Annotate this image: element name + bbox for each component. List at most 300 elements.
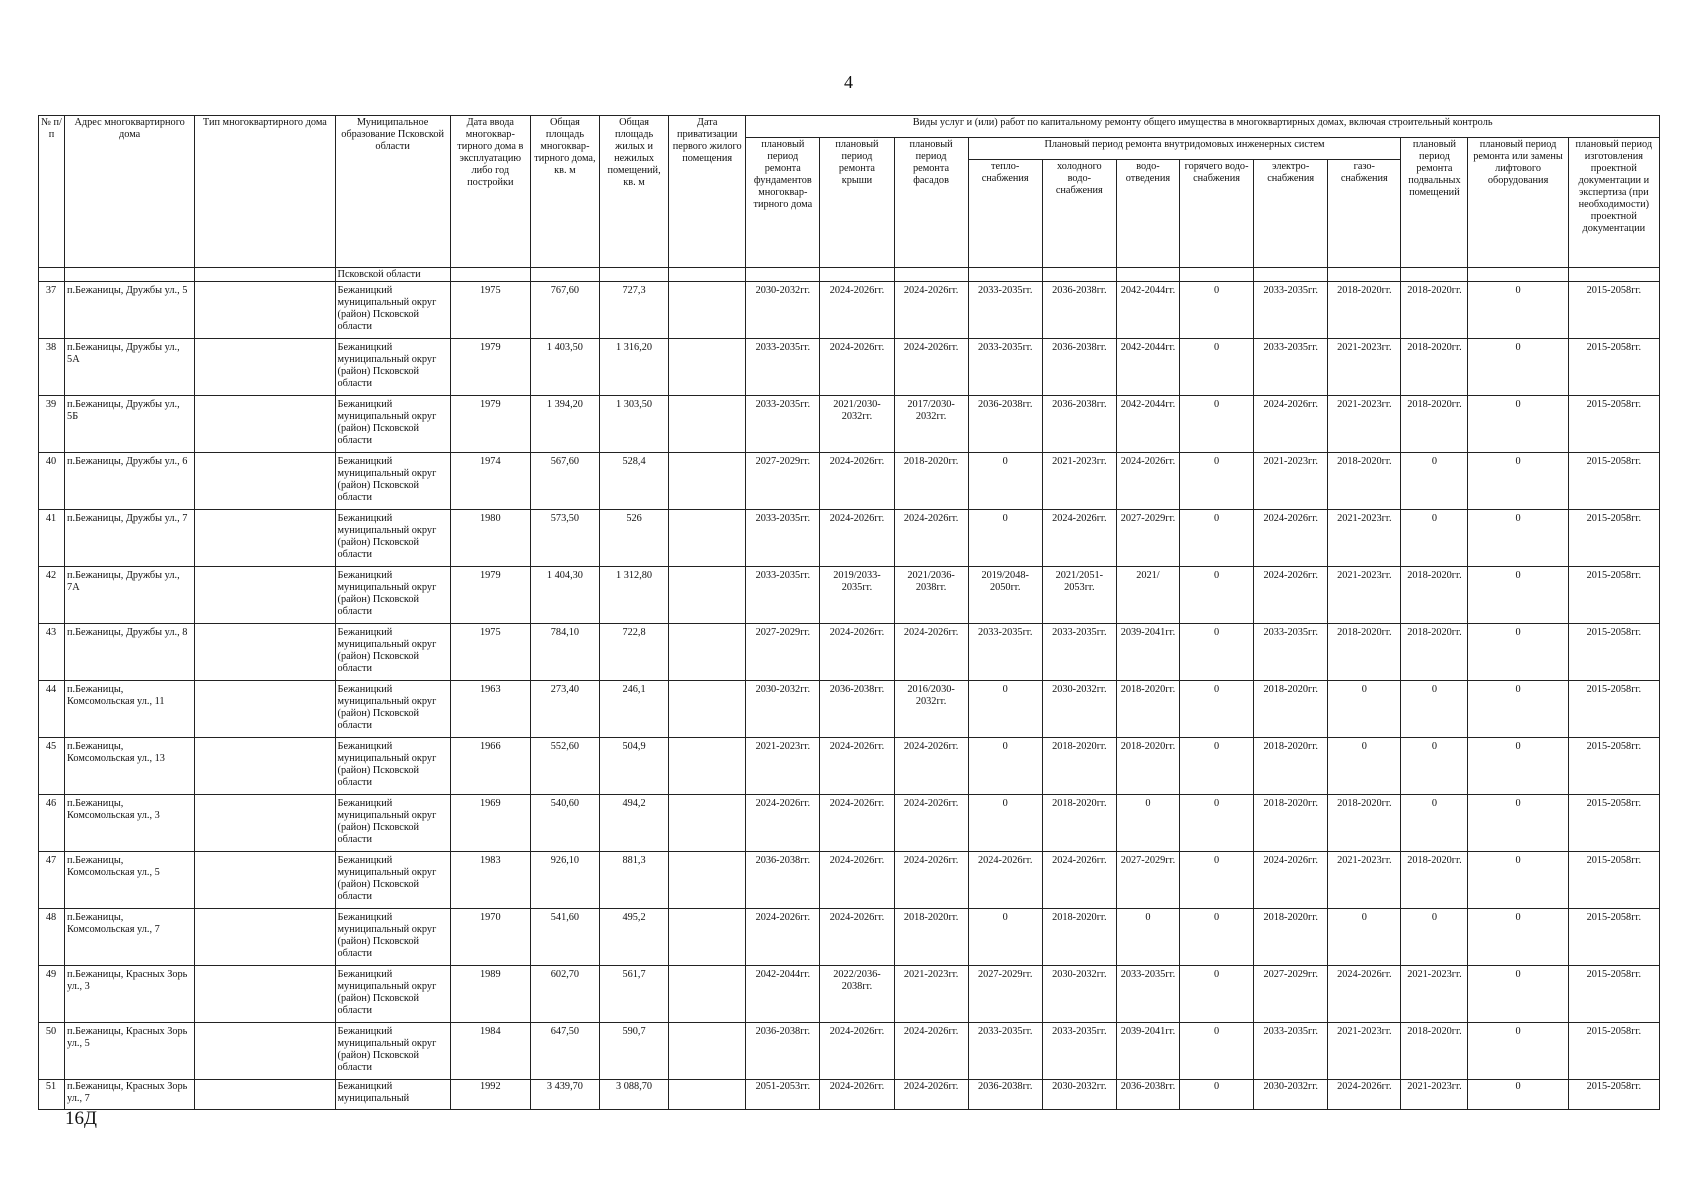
row-elevator: 0 bbox=[1468, 396, 1568, 453]
row-gas: 0 bbox=[1328, 738, 1401, 795]
row-cold-water: 2018-2020гг. bbox=[1042, 795, 1116, 852]
continuation-row bbox=[39, 268, 1660, 282]
row-cold-water: 2033-2035гг. bbox=[1042, 1023, 1116, 1080]
row-hot-water: 0 bbox=[1180, 681, 1254, 738]
row-municipality: Бежаницкий муниципальный округ (район) Псковской области bbox=[335, 1023, 450, 1080]
row-gas: 2021-2023гг. bbox=[1328, 567, 1401, 624]
row-elevator: 0 bbox=[1468, 624, 1568, 681]
row-municipality: Бежаницкий муниципальный округ (район) Псковской области bbox=[335, 738, 450, 795]
row-roof: 2024-2026гг. bbox=[820, 738, 894, 795]
row-total-area: 3 439,70 bbox=[530, 1080, 599, 1110]
row-type bbox=[195, 567, 335, 624]
row-municipality: Бежаницкий муниципальный округ (район) Псковской области bbox=[335, 909, 450, 966]
header-privatization: Дата приватизации первого жилого помещения bbox=[669, 116, 746, 268]
header-systems-group: Плановый период ремонта внутридомовых инженерных систем bbox=[968, 138, 1401, 160]
row-elevator: 0 bbox=[1468, 795, 1568, 852]
row-type bbox=[195, 966, 335, 1023]
table-row bbox=[39, 396, 1660, 453]
row-address: п.Бежаницы, Дружбы ул., 7 bbox=[65, 510, 195, 567]
header-elevator: плановый период ремонта или замены лифтового оборудования bbox=[1468, 138, 1568, 268]
row-facade: 2017/2030-2032гг. bbox=[894, 396, 968, 453]
row-municipality: Бежаницкий муниципальный округ (район) Псковской области bbox=[335, 567, 450, 624]
row-heat: 2033-2035гг. bbox=[968, 1023, 1042, 1080]
row-address: п.Бежаницы, Дружбы ул., 5 bbox=[65, 282, 195, 339]
row-type bbox=[195, 624, 335, 681]
row-facade: 2021/2036-2038гг. bbox=[894, 567, 968, 624]
row-total-area: 647,50 bbox=[530, 1023, 599, 1080]
row-total-area: 1 394,20 bbox=[530, 396, 599, 453]
row-basement: 2018-2020гг. bbox=[1401, 282, 1468, 339]
table-row bbox=[39, 1080, 1660, 1110]
row-sewer: 2021/ bbox=[1116, 567, 1179, 624]
row-sewer: 2033-2035гг. bbox=[1116, 966, 1179, 1023]
row-electric: 2024-2026гг. bbox=[1254, 852, 1328, 909]
row-cold-water: 2036-2038гг. bbox=[1042, 282, 1116, 339]
row-year: 1984 bbox=[450, 1023, 530, 1080]
header-total-area: Общая площадь многоквар-тирного дома, кв. м bbox=[530, 116, 599, 268]
row-year: 1979 bbox=[450, 396, 530, 453]
row-electric: 2018-2020гг. bbox=[1254, 909, 1328, 966]
table-row bbox=[39, 966, 1660, 1023]
row-heat: 2033-2035гг. bbox=[968, 282, 1042, 339]
row-cold-water: 2021-2023гг. bbox=[1042, 453, 1116, 510]
row-foundation: 2027-2029гг. bbox=[746, 624, 820, 681]
row-basement: 0 bbox=[1401, 738, 1468, 795]
row-type bbox=[195, 453, 335, 510]
header-address: Адрес многоквартирного дома bbox=[65, 116, 195, 268]
row-year: 1980 bbox=[450, 510, 530, 567]
row-address: п.Бежаницы, Красных Зорь ул., 3 bbox=[65, 966, 195, 1023]
row-cold-water: 2024-2026гг. bbox=[1042, 510, 1116, 567]
row-roof: 2024-2026гг. bbox=[820, 282, 894, 339]
row-design: 2015-2058гг. bbox=[1568, 795, 1659, 852]
page-number: 4 bbox=[844, 72, 853, 92]
row-elevator: 0 bbox=[1468, 567, 1568, 624]
table-row bbox=[39, 738, 1660, 795]
row-number: 46 bbox=[39, 795, 65, 852]
row-facade: 2024-2026гг. bbox=[894, 738, 968, 795]
row-privatization bbox=[669, 339, 746, 396]
header-living-area: Общая площадь жилых и нежилых помещений, кв. м bbox=[600, 116, 669, 268]
row-address: п.Бежаницы, Дружбы ул., 8 bbox=[65, 624, 195, 681]
row-electric: 2033-2035гг. bbox=[1254, 339, 1328, 396]
row-number: 48 bbox=[39, 909, 65, 966]
row-cold-water: 2030-2032гг. bbox=[1042, 1080, 1116, 1110]
row-privatization bbox=[669, 795, 746, 852]
header-municipality: Муниципальное образование Псковской области bbox=[335, 116, 450, 268]
row-roof: 2019/2033-2035гг. bbox=[820, 567, 894, 624]
row-basement: 2018-2020гг. bbox=[1401, 624, 1468, 681]
row-number: 37 bbox=[39, 282, 65, 339]
row-municipality: Бежаницкий муниципальный округ (район) Псковской области bbox=[335, 795, 450, 852]
row-facade: 2018-2020гг. bbox=[894, 453, 968, 510]
row-gas: 2021-2023гг. bbox=[1328, 1023, 1401, 1080]
row-total-area: 540,60 bbox=[530, 795, 599, 852]
row-type bbox=[195, 909, 335, 966]
row-living-area: 494,2 bbox=[600, 795, 669, 852]
row-foundation: 2033-2035гг. bbox=[746, 339, 820, 396]
row-number: 41 bbox=[39, 510, 65, 567]
row-living-area: 1 316,20 bbox=[600, 339, 669, 396]
row-gas: 2018-2020гг. bbox=[1328, 624, 1401, 681]
row-heat: 2019/2048-2050гг. bbox=[968, 567, 1042, 624]
row-type bbox=[195, 1023, 335, 1080]
row-design: 2015-2058гг. bbox=[1568, 1023, 1659, 1080]
row-facade: 2018-2020гг. bbox=[894, 909, 968, 966]
row-elevator: 0 bbox=[1468, 909, 1568, 966]
row-number: 43 bbox=[39, 624, 65, 681]
row-basement: 2018-2020гг. bbox=[1401, 567, 1468, 624]
row-foundation: 2021-2023гг. bbox=[746, 738, 820, 795]
row-basement: 2018-2020гг. bbox=[1401, 852, 1468, 909]
row-municipality: Бежаницкий муниципальный округ (район) Псковской области bbox=[335, 396, 450, 453]
row-number: 40 bbox=[39, 453, 65, 510]
table-row bbox=[39, 681, 1660, 738]
row-year: 1963 bbox=[450, 681, 530, 738]
row-cold-water: 2024-2026гг. bbox=[1042, 852, 1116, 909]
row-basement: 0 bbox=[1401, 453, 1468, 510]
row-year: 1970 bbox=[450, 909, 530, 966]
row-design: 2015-2058гг. bbox=[1568, 510, 1659, 567]
row-foundation: 2030-2032гг. bbox=[746, 681, 820, 738]
row-facade: 2021-2023гг. bbox=[894, 966, 968, 1023]
row-sewer: 2039-2041гг. bbox=[1116, 624, 1179, 681]
row-privatization bbox=[669, 909, 746, 966]
row-elevator: 0 bbox=[1468, 738, 1568, 795]
header-gas: газо-снабжения bbox=[1328, 160, 1401, 268]
row-hot-water: 0 bbox=[1180, 1080, 1254, 1110]
row-year: 1979 bbox=[450, 567, 530, 624]
row-heat: 0 bbox=[968, 510, 1042, 567]
row-basement: 0 bbox=[1401, 795, 1468, 852]
header-works-group: Виды услуг и (или) работ по капитальному ремонту общего имущества в многоквартирных домах, включая строительный контроль bbox=[746, 116, 1660, 138]
row-year: 1975 bbox=[450, 282, 530, 339]
header-num: № п/п bbox=[39, 116, 65, 268]
capital-repair-table bbox=[38, 115, 1660, 1110]
row-total-area: 541,60 bbox=[530, 909, 599, 966]
row-privatization bbox=[669, 510, 746, 567]
header-electric: электро-снабжения bbox=[1254, 160, 1328, 268]
row-heat: 0 bbox=[968, 738, 1042, 795]
row-design: 2015-2058гг. bbox=[1568, 966, 1659, 1023]
row-foundation: 2036-2038гг. bbox=[746, 1023, 820, 1080]
header-foundation: плановый период ремонта фундаментов многоквар-тирного дома bbox=[746, 138, 820, 268]
row-total-area: 273,40 bbox=[530, 681, 599, 738]
row-facade: 2024-2026гг. bbox=[894, 852, 968, 909]
row-design: 2015-2058гг. bbox=[1568, 681, 1659, 738]
row-living-area: 722,8 bbox=[600, 624, 669, 681]
row-sewer: 2027-2029гг. bbox=[1116, 510, 1179, 567]
row-gas: 2018-2020гг. bbox=[1328, 795, 1401, 852]
row-living-area: 246,1 bbox=[600, 681, 669, 738]
footer-code: 16Д bbox=[65, 1108, 97, 1129]
row-type bbox=[195, 852, 335, 909]
row-basement: 2021-2023гг. bbox=[1401, 966, 1468, 1023]
row-sewer: 2036-2038гг. bbox=[1116, 1080, 1179, 1110]
row-year: 1979 bbox=[450, 339, 530, 396]
row-privatization bbox=[669, 624, 746, 681]
row-address: п.Бежаницы, Дружбы ул., 6 bbox=[65, 453, 195, 510]
row-year: 1983 bbox=[450, 852, 530, 909]
row-total-area: 552,60 bbox=[530, 738, 599, 795]
row-foundation: 2033-2035гг. bbox=[746, 510, 820, 567]
row-sewer: 2027-2029гг. bbox=[1116, 852, 1179, 909]
row-sewer: 2024-2026гг. bbox=[1116, 453, 1179, 510]
row-electric: 2024-2026гг. bbox=[1254, 567, 1328, 624]
row-year: 1992 bbox=[450, 1080, 530, 1110]
row-heat: 0 bbox=[968, 909, 1042, 966]
row-foundation: 2036-2038гг. bbox=[746, 852, 820, 909]
row-cold-water: 2018-2020гг. bbox=[1042, 738, 1116, 795]
row-hot-water: 0 bbox=[1180, 852, 1254, 909]
table-row bbox=[39, 795, 1660, 852]
row-hot-water: 0 bbox=[1180, 795, 1254, 852]
row-privatization bbox=[669, 852, 746, 909]
row-address: п.Бежаницы, Дружбы ул., 5А bbox=[65, 339, 195, 396]
row-year: 1966 bbox=[450, 738, 530, 795]
row-facade: 2024-2026гг. bbox=[894, 1023, 968, 1080]
row-cold-water: 2030-2032гг. bbox=[1042, 966, 1116, 1023]
row-gas: 2021-2023гг. bbox=[1328, 396, 1401, 453]
row-design: 2015-2058гг. bbox=[1568, 339, 1659, 396]
row-privatization bbox=[669, 282, 746, 339]
row-living-area: 504,9 bbox=[600, 738, 669, 795]
row-address: п.Бежаницы, Красных Зорь ул., 5 bbox=[65, 1023, 195, 1080]
row-sewer: 2018-2020гг. bbox=[1116, 738, 1179, 795]
row-address: п.Бежаницы, Красных Зорь ул., 7 bbox=[65, 1080, 195, 1110]
row-hot-water: 0 bbox=[1180, 396, 1254, 453]
row-design: 2015-2058гг. bbox=[1568, 453, 1659, 510]
row-type bbox=[195, 795, 335, 852]
row-roof: 2024-2026гг. bbox=[820, 624, 894, 681]
row-heat: 2036-2038гг. bbox=[968, 396, 1042, 453]
row-heat: 0 bbox=[968, 453, 1042, 510]
row-total-area: 573,50 bbox=[530, 510, 599, 567]
row-total-area: 784,10 bbox=[530, 624, 599, 681]
row-elevator: 0 bbox=[1468, 966, 1568, 1023]
row-privatization bbox=[669, 738, 746, 795]
header-sewer: водо-отведения bbox=[1116, 160, 1179, 268]
row-sewer: 0 bbox=[1116, 795, 1179, 852]
row-sewer: 2018-2020гг. bbox=[1116, 681, 1179, 738]
table-row bbox=[39, 339, 1660, 396]
row-hot-water: 0 bbox=[1180, 453, 1254, 510]
row-design: 2015-2058гг. bbox=[1568, 624, 1659, 681]
row-privatization bbox=[669, 1080, 746, 1110]
table-row bbox=[39, 624, 1660, 681]
continuation-text: Псковской области bbox=[335, 268, 450, 282]
row-elevator: 0 bbox=[1468, 339, 1568, 396]
row-electric: 2033-2035гг. bbox=[1254, 282, 1328, 339]
row-elevator: 0 bbox=[1468, 510, 1568, 567]
row-roof: 2024-2026гг. bbox=[820, 339, 894, 396]
row-facade: 2024-2026гг. bbox=[894, 624, 968, 681]
row-basement: 0 bbox=[1401, 510, 1468, 567]
row-heat: 0 bbox=[968, 681, 1042, 738]
row-cold-water: 2021/2051-2053гг. bbox=[1042, 567, 1116, 624]
table-row bbox=[39, 852, 1660, 909]
table-row bbox=[39, 453, 1660, 510]
header-hot-water: горячего водо-снабжения bbox=[1180, 160, 1254, 268]
row-address: п.Бежаницы, Комсомольская ул., 11 bbox=[65, 681, 195, 738]
row-design: 2015-2058гг. bbox=[1568, 567, 1659, 624]
table-row bbox=[39, 510, 1660, 567]
table-row bbox=[39, 567, 1660, 624]
row-number: 44 bbox=[39, 681, 65, 738]
row-basement: 0 bbox=[1401, 681, 1468, 738]
row-privatization bbox=[669, 1023, 746, 1080]
row-roof: 2024-2026гг. bbox=[820, 852, 894, 909]
row-total-area: 1 404,30 bbox=[530, 567, 599, 624]
row-type bbox=[195, 282, 335, 339]
row-foundation: 2042-2044гг. bbox=[746, 966, 820, 1023]
row-design: 2015-2058гг. bbox=[1568, 396, 1659, 453]
row-design: 2015-2058гг. bbox=[1568, 852, 1659, 909]
row-municipality: Бежаницкий муниципальный округ (район) Псковской области bbox=[335, 681, 450, 738]
row-hot-water: 0 bbox=[1180, 909, 1254, 966]
header-date: Дата ввода многоквар-тирного дома в эксплуатацию либо год постройки bbox=[450, 116, 530, 268]
row-elevator: 0 bbox=[1468, 1023, 1568, 1080]
header-facade: плановый период ремонта фасадов bbox=[894, 138, 968, 268]
row-heat: 2024-2026гг. bbox=[968, 852, 1042, 909]
row-total-area: 1 403,50 bbox=[530, 339, 599, 396]
row-gas: 2021-2023гг. bbox=[1328, 339, 1401, 396]
row-design: 2015-2058гг. bbox=[1568, 1080, 1659, 1110]
row-cold-water: 2030-2032гг. bbox=[1042, 681, 1116, 738]
row-foundation: 2051-2053гг. bbox=[746, 1080, 820, 1110]
row-privatization bbox=[669, 567, 746, 624]
row-municipality: Бежаницкий муниципальный bbox=[335, 1080, 450, 1110]
row-facade: 2024-2026гг. bbox=[894, 1080, 968, 1110]
row-municipality: Бежаницкий муниципальный округ (район) Псковской области bbox=[335, 282, 450, 339]
row-number: 50 bbox=[39, 1023, 65, 1080]
row-privatization bbox=[669, 681, 746, 738]
row-living-area: 495,2 bbox=[600, 909, 669, 966]
row-sewer: 2042-2044гг. bbox=[1116, 339, 1179, 396]
row-electric: 2018-2020гг. bbox=[1254, 738, 1328, 795]
row-number: 51 bbox=[39, 1080, 65, 1110]
row-roof: 2024-2026гг. bbox=[820, 795, 894, 852]
row-living-area: 590,7 bbox=[600, 1023, 669, 1080]
row-basement: 2018-2020гг. bbox=[1401, 396, 1468, 453]
row-living-area: 3 088,70 bbox=[600, 1080, 669, 1110]
row-roof: 2024-2026гг. bbox=[820, 510, 894, 567]
row-municipality: Бежаницкий муниципальный округ (район) Псковской области bbox=[335, 624, 450, 681]
row-foundation: 2027-2029гг. bbox=[746, 453, 820, 510]
row-roof: 2021/2030-2032гг. bbox=[820, 396, 894, 453]
row-gas: 2018-2020гг. bbox=[1328, 453, 1401, 510]
row-facade: 2024-2026гг. bbox=[894, 282, 968, 339]
row-year: 1974 bbox=[450, 453, 530, 510]
row-design: 2015-2058гг. bbox=[1568, 909, 1659, 966]
row-type bbox=[195, 1080, 335, 1110]
row-living-area: 526 bbox=[600, 510, 669, 567]
row-roof: 2024-2026гг. bbox=[820, 909, 894, 966]
row-elevator: 0 bbox=[1468, 1080, 1568, 1110]
row-municipality: Бежаницкий муниципальный округ (район) Псковской области bbox=[335, 339, 450, 396]
header-heat: тепло-снабжения bbox=[968, 160, 1042, 268]
row-address: п.Бежаницы, Комсомольская ул., 13 bbox=[65, 738, 195, 795]
row-facade: 2024-2026гг. bbox=[894, 510, 968, 567]
row-gas: 0 bbox=[1328, 681, 1401, 738]
row-gas: 2021-2023гг. bbox=[1328, 510, 1401, 567]
row-hot-water: 0 bbox=[1180, 339, 1254, 396]
table-row bbox=[39, 282, 1660, 339]
row-municipality: Бежаницкий муниципальный округ (район) Псковской области bbox=[335, 852, 450, 909]
row-sewer: 2042-2044гг. bbox=[1116, 282, 1179, 339]
row-electric: 2027-2029гг. bbox=[1254, 966, 1328, 1023]
row-foundation: 2033-2035гг. bbox=[746, 567, 820, 624]
row-privatization bbox=[669, 396, 746, 453]
table-row bbox=[39, 1023, 1660, 1080]
row-total-area: 602,70 bbox=[530, 966, 599, 1023]
row-hot-water: 0 bbox=[1180, 282, 1254, 339]
row-hot-water: 0 bbox=[1180, 1023, 1254, 1080]
row-gas: 2024-2026гг. bbox=[1328, 1080, 1401, 1110]
row-address: п.Бежаницы, Дружбы ул., 7А bbox=[65, 567, 195, 624]
row-cold-water: 2036-2038гг. bbox=[1042, 339, 1116, 396]
row-heat: 2033-2035гг. bbox=[968, 339, 1042, 396]
row-type bbox=[195, 339, 335, 396]
row-facade: 2024-2026гг. bbox=[894, 795, 968, 852]
row-total-area: 926,10 bbox=[530, 852, 599, 909]
row-number: 49 bbox=[39, 966, 65, 1023]
row-hot-water: 0 bbox=[1180, 510, 1254, 567]
row-hot-water: 0 bbox=[1180, 738, 1254, 795]
row-year: 1975 bbox=[450, 624, 530, 681]
row-roof: 2024-2026гг. bbox=[820, 1023, 894, 1080]
row-roof: 2024-2026гг. bbox=[820, 1080, 894, 1110]
row-cold-water: 2018-2020гг. bbox=[1042, 909, 1116, 966]
row-sewer: 2042-2044гг. bbox=[1116, 396, 1179, 453]
row-cold-water: 2036-2038гг. bbox=[1042, 396, 1116, 453]
row-heat: 2027-2029гг. bbox=[968, 966, 1042, 1023]
row-address: п.Бежаницы, Комсомольская ул., 5 bbox=[65, 852, 195, 909]
row-number: 39 bbox=[39, 396, 65, 453]
row-type bbox=[195, 738, 335, 795]
row-heat: 2033-2035гг. bbox=[968, 624, 1042, 681]
row-hot-water: 0 bbox=[1180, 567, 1254, 624]
row-living-area: 1 303,50 bbox=[600, 396, 669, 453]
row-privatization bbox=[669, 966, 746, 1023]
row-electric: 2033-2035гг. bbox=[1254, 1023, 1328, 1080]
row-foundation: 2030-2032гг. bbox=[746, 282, 820, 339]
row-basement: 2021-2023гг. bbox=[1401, 1080, 1468, 1110]
row-living-area: 1 312,80 bbox=[600, 567, 669, 624]
row-heat: 0 bbox=[968, 795, 1042, 852]
row-electric: 2024-2026гг. bbox=[1254, 396, 1328, 453]
row-total-area: 767,60 bbox=[530, 282, 599, 339]
table-row bbox=[39, 909, 1660, 966]
row-design: 2015-2058гг. bbox=[1568, 738, 1659, 795]
row-electric: 2018-2020гг. bbox=[1254, 795, 1328, 852]
row-living-area: 881,3 bbox=[600, 852, 669, 909]
row-basement: 0 bbox=[1401, 909, 1468, 966]
row-electric: 2018-2020гг. bbox=[1254, 681, 1328, 738]
row-year: 1969 bbox=[450, 795, 530, 852]
row-roof: 2022/2036-2038гг. bbox=[820, 966, 894, 1023]
row-gas: 2018-2020гг. bbox=[1328, 282, 1401, 339]
row-basement: 2018-2020гг. bbox=[1401, 1023, 1468, 1080]
row-elevator: 0 bbox=[1468, 453, 1568, 510]
row-heat: 2036-2038гг. bbox=[968, 1080, 1042, 1110]
row-foundation: 2024-2026гг. bbox=[746, 795, 820, 852]
row-municipality: Бежаницкий муниципальный округ (район) Псковской области bbox=[335, 453, 450, 510]
row-gas: 2021-2023гг. bbox=[1328, 852, 1401, 909]
row-roof: 2024-2026гг. bbox=[820, 453, 894, 510]
row-electric: 2024-2026гг. bbox=[1254, 510, 1328, 567]
row-sewer: 2039-2041гг. bbox=[1116, 1023, 1179, 1080]
